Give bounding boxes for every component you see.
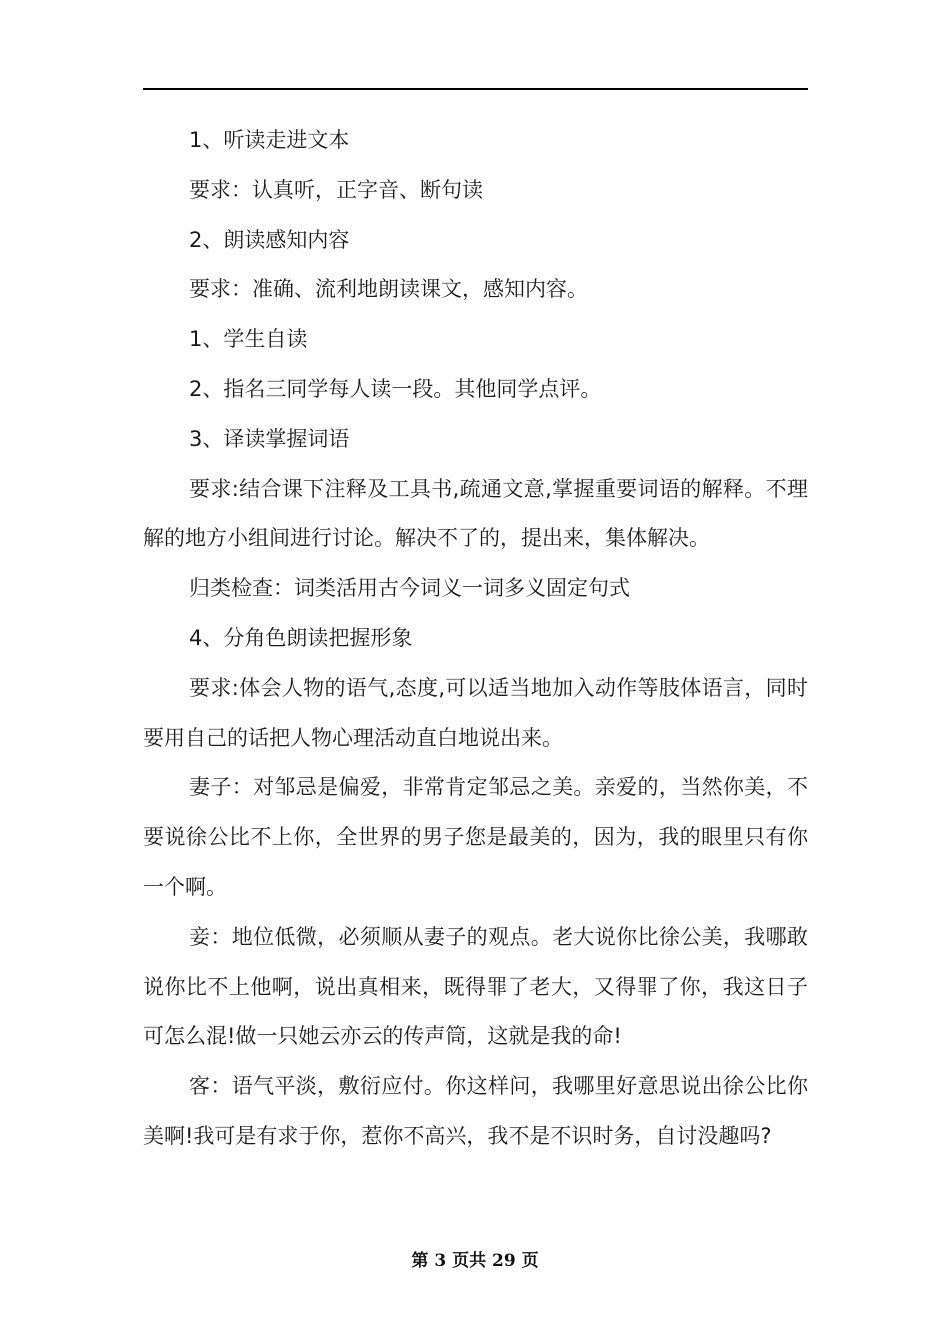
paragraph: 要求：准确、流利地朗读课文，感知内容。 [189,277,588,302]
current-page-number: 3 [434,1251,447,1271]
paragraph: 客：语气平淡，敷衍应付。你这样问，我哪里好意思说出徐公比你美啊!我可是有求于你，惹你不高兴，我不是不识时务，自讨没趣吗? [143,1074,808,1148]
footer-middle: 页共 [452,1251,487,1271]
page-footer [0,1246,950,1271]
paragraph: 2、朗读感知内容 [189,227,350,252]
footer-prefix: 第 [411,1251,429,1271]
footer-suffix: 页 [521,1251,539,1271]
paragraph: 妾：地位低微，必须顺从妻子的观点。老大说你比徐公美，我哪敢说你比不上他啊，说出真相来，既得罪了老大，又得罪了你，我这日子可怎么混!做一只她云亦云的传声筒，这就是我的命! [143,924,808,1049]
paragraph: 2、指名三同学每人读一段。其他同学点评。 [189,376,602,401]
paragraph: 4、分角色朗读把握形象 [189,625,413,650]
paragraph: 归类检查：词类活用古今词义一词多义固定句式 [189,576,630,601]
paragraph: 要求:结合课下注释及工具书,疏通文意,掌握重要词语的解释。不理解的地方小组间进行讨论。解决不了的，提出来，集体解决。 [143,476,808,551]
paragraph: 1、听读走进文本 [189,128,350,152]
paragraph: 要求：认真听，正字音、断句读 [189,177,483,202]
paragraph: 3、译读掌握词语 [189,426,350,451]
paragraph: 妻子：对邹忌是偏爱，非常肯定邹忌之美。亲爱的，当然你美，不要说徐公比不上你，全世界的男子您是最美的，因为，我的眼里只有你一个啊。 [143,775,808,899]
paragraph: 1、学生自读 [189,327,308,352]
header-rule [143,88,808,90]
document-body [143,116,808,1162]
total-pages-number: 29 [492,1251,516,1271]
paragraph: 要求:体会人物的语气,态度,可以适当地加入动作等肢体语言，同时要用自己的话把人物心理活动直白地说出来。 [143,675,808,750]
